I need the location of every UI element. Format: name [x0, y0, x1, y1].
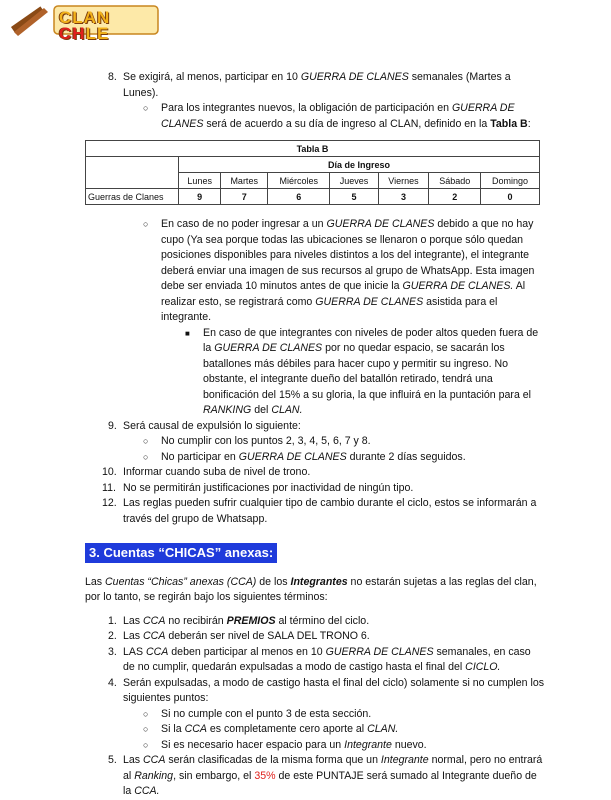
cca-sub-4a: ○ Si no cumple con el punto 3 de esta sección. — [85, 707, 545, 723]
sub-sub-item-high-power: ■ En caso de que integrantes con niveles de poder altos queden fuera de la GUERRA DE CLANES por no quedar espacio, se sacarán los batallones más débiles para hacer cupo y permitir su ingreso. No obstante, el integrante dueño del batallón retirado, tendrá una bonificación del 15% a su gloria, la que influirá en la puntación para el RANKING del CLAN. — [185, 326, 539, 416]
day-header: Viernes — [378, 173, 429, 189]
cca-item-5: 5. Las CCA serán clasificadas de la misma forma que un Integrante normal, pero no entrará al Ranking, sin embargo, el 35% de este PUNTAJE será sumado al Integrante dueño de la CCA. — [108, 754, 543, 797]
day-header: Lunes — [179, 173, 221, 189]
cca-item-3: 3. LAS CCA deben participar al menos en 10 GUERRA DE CLANES semanales, en caso de no cumplir, quedarán expulsadas a modo de castigo hasta el final del CICLO. — [108, 645, 531, 673]
sub-item-no-slot: ○ En caso de no poder ingresar a un GUERRA DE CLANES debido a que no hay cupo (Ya sea porque todas las ubicaciones se llenaron o porque sólo quedan posiciones disponibles para niveles distintos a los del integrante), el integrante deberá enviar una imagen de sus recursos al grupo de WhatsApp. Esta imagen debe ser enviada 10 minutos antes de que inicie la GUERRA DE CLANES. Al realizar esto, se registrará como GUERRA DE CLANES asistida para el integrante. — [143, 218, 535, 323]
cca-sub-4b: ○ Si la CCA es completamente cero aporte al CLAN. — [85, 722, 545, 738]
document-body — [85, 70, 545, 800]
day-header: Jueves — [330, 173, 378, 189]
section-3-heading: 3. Cuentas “CHICAS” anexas: — [85, 543, 277, 563]
circle-bullet-icon: ○ — [143, 436, 149, 446]
table-cell: 7 — [221, 189, 268, 205]
sub-item-9a: ○ No cumplir con los puntos 2, 3, 4, 5, 6, 7 y 8. — [85, 434, 545, 450]
list-item-11: 11. No se permitirán justificaciones por inactividad de ningún tipo. — [102, 481, 414, 494]
square-bullet-icon: ■ — [185, 328, 190, 338]
table-subtitle: Día de Ingreso — [179, 157, 540, 173]
logo-text: CLAN CHLE — [59, 8, 111, 43]
day-header: Domingo — [481, 173, 540, 189]
circle-bullet-icon: ○ — [143, 103, 149, 113]
sub-item-9b: ○ No participar en GUERRA DE CLANES durante 2 días seguidos. — [85, 450, 545, 466]
cca-sub-4c: ○ Si es necesario hacer espacio para un Integrante nuevo. — [85, 738, 545, 754]
row-label: Guerras de Clanes — [86, 189, 179, 205]
cca-item-2: 2. Las CCA deberán ser nivel de SALA DEL TRONO 6. — [108, 630, 370, 642]
table-cell: 9 — [179, 189, 221, 205]
circle-bullet-icon: ○ — [143, 451, 149, 462]
table-cell: 3 — [378, 189, 429, 205]
list-item-8: 8. Se exigirá, al menos, participar en 10 GUERRA DE CLANES semanales (Martes a Lunes). — [108, 71, 511, 99]
section-3-intro: Las Cuentas “Chicas” anexas (CCA) de los Integrantes no estarán sujetas a las reglas del clan, por lo tanto, se regirán bajo los siguientes términos: — [85, 575, 537, 603]
day-header: Miércoles — [268, 173, 330, 189]
day-header: Martes — [221, 173, 268, 189]
list-item-9: 9. Será causal de expulsión lo siguiente: — [108, 419, 301, 432]
cca-item-4: 4. Serán expulsadas, a modo de castigo hasta el final del ciclo) solamente si no cumplen los siguientes puntos: — [108, 676, 545, 704]
circle-bullet-icon: ○ — [143, 739, 149, 750]
circle-bullet-icon: ○ — [143, 708, 149, 719]
list-item-10: 10. Informar cuando suba de nivel de trono. — [102, 466, 311, 478]
cca-item-1: 1. Las CCA no recibirán PREMIOS al término del ciclo. — [108, 614, 370, 627]
list-item-12: 12. Las reglas pueden sufrir cualquier tipo de cambio durante el ciclo, estos se informarán a través del grupo de Whatsapp. — [102, 497, 537, 525]
table-cell: 2 — [429, 189, 481, 205]
day-header: Sábado — [429, 173, 481, 189]
table-b — [85, 140, 540, 205]
clan-chile-logo — [4, 2, 164, 46]
circle-bullet-icon: ○ — [143, 219, 149, 229]
table-cell: 6 — [268, 189, 330, 205]
table-cell: 5 — [330, 189, 378, 205]
table-cell: 0 — [481, 189, 540, 205]
sub-item-new-members: ○ Para los integrantes nuevos, la obligación de participación en GUERRA DE CLANES será de acuerdo a su día de ingreso al CLAN, definido en la Tabla B: — [143, 102, 531, 130]
circle-bullet-icon: ○ — [143, 724, 149, 734]
table-title: Tabla B — [86, 141, 540, 157]
